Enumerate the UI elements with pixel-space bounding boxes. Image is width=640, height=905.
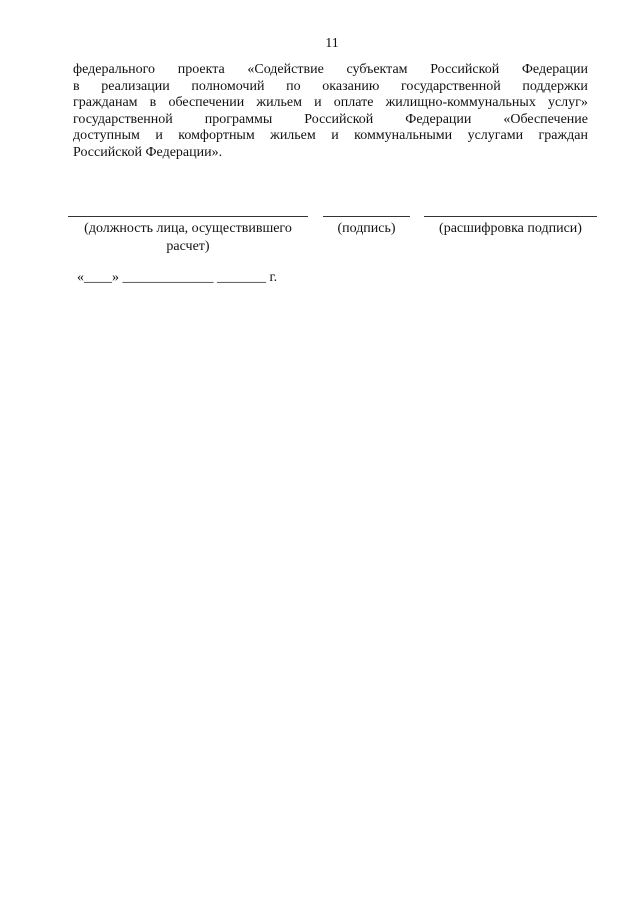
position-caption-line-2: расчет) bbox=[166, 239, 210, 254]
word: проекта bbox=[177, 62, 225, 77]
word: обеспечении bbox=[168, 95, 245, 111]
word: граждан bbox=[538, 128, 588, 144]
word: Федерации bbox=[521, 62, 588, 77]
word: Федерации bbox=[405, 111, 472, 127]
position-caption bbox=[68, 220, 308, 256]
paragraph-line-2 bbox=[73, 79, 588, 96]
date-line: «____» _____________ _______ г. bbox=[77, 270, 278, 285]
word: и bbox=[331, 128, 339, 144]
position-blank-line bbox=[68, 216, 308, 217]
decoding-blank-line bbox=[424, 216, 597, 217]
paragraph-line-5 bbox=[73, 128, 588, 145]
word: услугами bbox=[467, 128, 524, 144]
paragraph-line-1 bbox=[73, 62, 588, 79]
word: коммунальными bbox=[354, 128, 453, 144]
word: в bbox=[73, 78, 80, 94]
word: Российской bbox=[430, 62, 500, 77]
word: государственной bbox=[73, 111, 173, 127]
word: жильем bbox=[270, 128, 316, 144]
page-number: 11 bbox=[325, 36, 339, 51]
word: «Содействие bbox=[247, 62, 324, 77]
word: гражданам bbox=[73, 95, 138, 111]
word: в bbox=[149, 95, 157, 111]
signature-block bbox=[0, 204, 640, 264]
paragraph-line-3 bbox=[73, 95, 588, 112]
paragraph bbox=[73, 62, 588, 162]
word: оплате bbox=[333, 95, 374, 111]
signature-caption: (подпись) bbox=[337, 221, 396, 236]
word: реализации bbox=[101, 78, 170, 94]
word: доступным bbox=[73, 128, 140, 144]
paragraph-line-6: Российской Федерации». bbox=[73, 144, 223, 160]
signature-blank-line bbox=[323, 216, 410, 217]
decoding-caption: (расшифровка подписи) bbox=[439, 221, 582, 236]
word: услуг» bbox=[547, 95, 588, 111]
word: программы bbox=[204, 111, 273, 127]
word: и bbox=[314, 95, 322, 111]
word: субъектам bbox=[346, 62, 408, 77]
word: федерального bbox=[73, 62, 156, 77]
word: «Обеспечение bbox=[503, 111, 588, 127]
word: поддержки bbox=[522, 78, 588, 94]
word: жильем bbox=[256, 95, 302, 111]
word: государственной bbox=[400, 78, 501, 94]
paragraph-line-4 bbox=[73, 112, 588, 129]
word: Российской bbox=[304, 111, 374, 127]
word: комфортным bbox=[178, 128, 255, 144]
word: оказанию bbox=[322, 78, 380, 94]
word: и bbox=[155, 128, 163, 144]
position-caption-line-1: (должность лица, осуществившего bbox=[84, 221, 292, 236]
word: полномочий bbox=[191, 78, 265, 94]
word: жилищно-коммунальных bbox=[385, 95, 536, 111]
word: по bbox=[286, 78, 301, 94]
